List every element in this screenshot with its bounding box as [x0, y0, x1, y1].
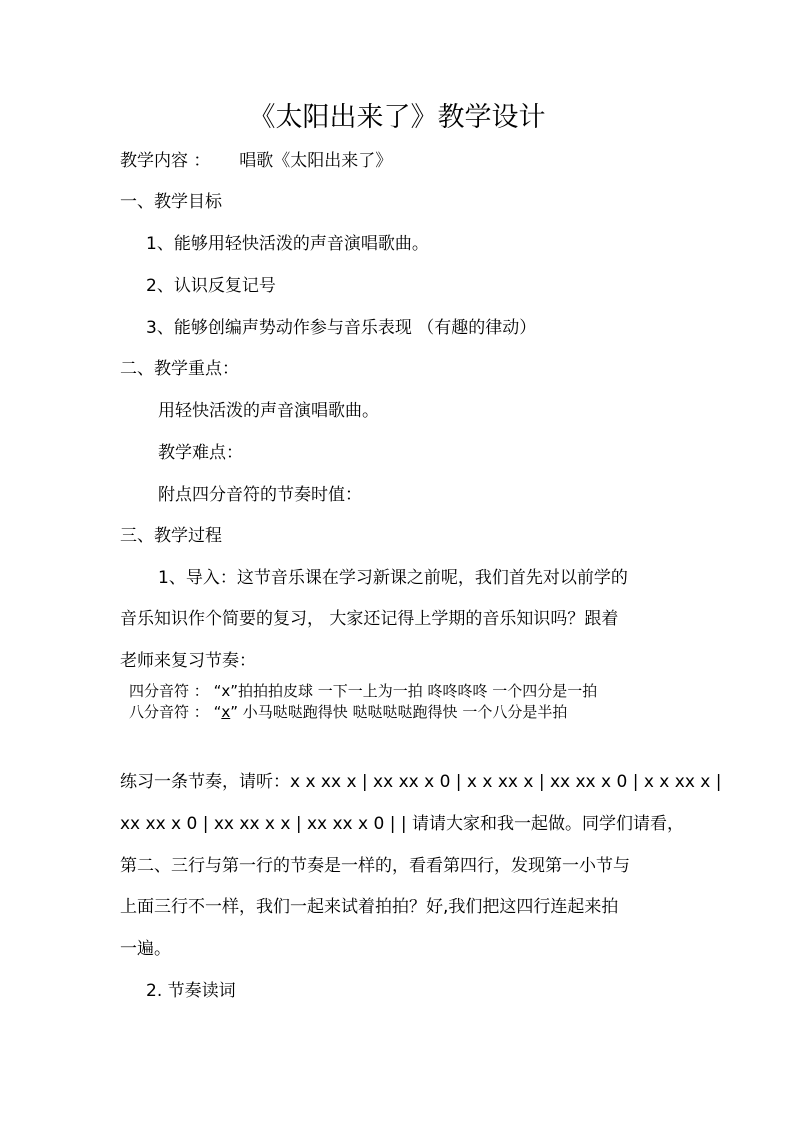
step2-heading: 2. 节奏读词 — [146, 981, 236, 1001]
practice-line-3: 第二、三行与第一行的节奏是一样的，看看第四行，发现第一小节与 — [120, 856, 630, 876]
rhythm-eighth-text: 小马哒哒跑得快 哒哒哒哒跑得快 一个八分是半拍 — [238, 703, 568, 721]
key-point-text: 用轻快活泼的声音演唱歌曲。 — [158, 401, 379, 421]
intro-line-3: 老师来复习节奏： — [120, 651, 256, 671]
teaching-content-label: 教学内容 ： — [120, 151, 211, 171]
section1-heading: 一、教学目标 — [120, 192, 222, 212]
teaching-content-value: 唱歌《太阳出来了》 — [239, 151, 393, 171]
rhythm-quarter-text: 拍拍拍皮球 一下一上为一拍 咚咚咚咚 一个四分是一拍 — [237, 682, 598, 700]
rhythm-eighth-name: 八分音符 ： — [129, 703, 209, 721]
section3-heading: 三、教学过程 — [120, 526, 222, 546]
goal-item-2: 2、认识反复记号 — [146, 276, 276, 296]
rhythm-eighth-symbol: x — [221, 703, 231, 721]
intro-line-1: 1、导入：这节音乐课在学习新课之前呢，我们首先对以前学的 — [158, 568, 628, 588]
rhythm-eighth-quote-close: ” — [230, 703, 239, 721]
rhythm-quarter-name: 四分音符 ： — [129, 682, 209, 700]
goal-item-1: 1、能够用轻快活泼的声音演唱歌曲。 — [146, 234, 429, 254]
rhythm-quarter-line — [129, 681, 597, 701]
practice-line-5: 一遍。 — [120, 939, 171, 959]
rhythm-quarter-symbol: “x” — [213, 682, 238, 700]
intro-line-2: 音乐知识作个简要的复习， 大家还记得上学期的音乐知识吗？跟着 — [120, 609, 619, 629]
practice-line-1: 练习一条节奏，请听：x x xx x | xx xx x 0 | x x xx x | xx xx x 0 | x x xx x | — [120, 772, 722, 792]
teaching-content-line — [120, 150, 392, 172]
page-title: 《太阳出来了》教学设计 — [248, 102, 546, 133]
practice-line-2: xx xx x 0 | xx xx x x | xx xx x 0 | | 请请大家和我一起做。同学们请看， — [120, 814, 684, 834]
practice-line-4: 上面三行不一样，我们一起来试着拍拍？好,我们把这四行连起来拍 — [120, 897, 619, 917]
section2-heading: 二、教学重点： — [120, 359, 239, 379]
rhythm-eighth-line — [129, 702, 567, 722]
difficulty-label: 教学难点： — [158, 443, 243, 463]
rhythm-eighth-quote-open: “ — [213, 703, 222, 721]
goal-item-3: 3、能够创编声势动作参与音乐表现 （有趣的律动） — [146, 318, 537, 338]
difficulty-text: 附点四分音符的节奏时值： — [158, 485, 362, 505]
